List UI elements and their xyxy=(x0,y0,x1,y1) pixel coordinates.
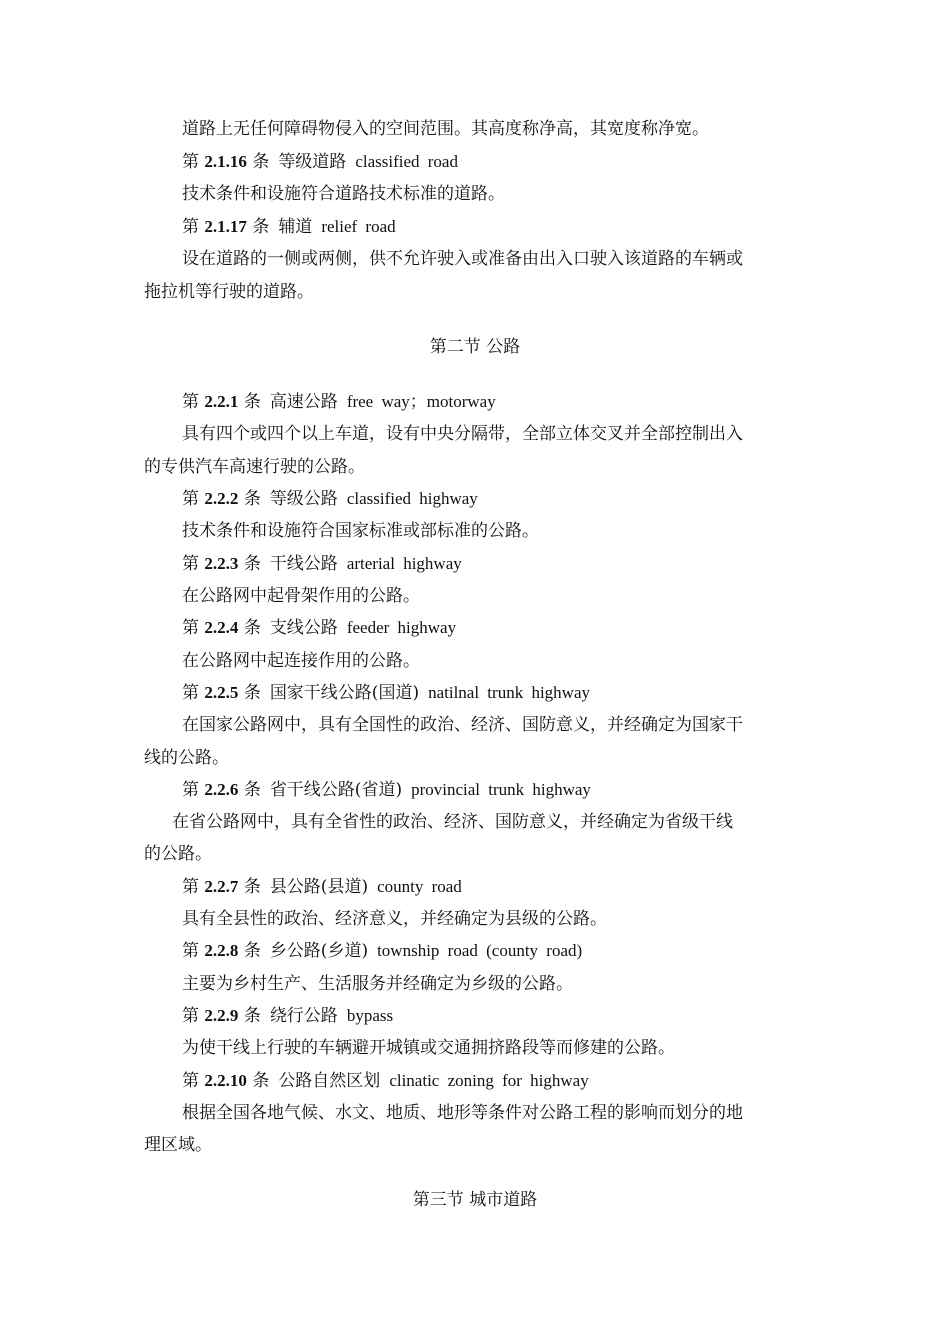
clause-number: 2.2.2 xyxy=(204,489,239,508)
clause-term-zh: 支线公路 xyxy=(269,618,338,638)
clause-term-en: clinatic zoning for highway xyxy=(389,1071,589,1090)
paragraph-line: 在公路网中起骨架作用的公路。 xyxy=(182,586,420,606)
clause-number: 2.2.9 xyxy=(204,1006,239,1025)
clause-term-en: bypass xyxy=(346,1006,394,1025)
paragraph-line: 在公路网中起连接作用的公路。 xyxy=(182,651,420,671)
clause-number: 2.1.16 xyxy=(204,152,247,171)
clause-prefix: 第 xyxy=(182,392,199,412)
clause-term-en: county road xyxy=(377,877,462,896)
clause-term-en: township road (county road) xyxy=(377,941,583,960)
paragraph-line: 为使干线上行驶的车辆避开城镇或交通拥挤路段等而修建的公路。 xyxy=(182,1038,675,1058)
clause-prefix: 第 xyxy=(182,152,199,172)
clause-term-zh: 干线公路 xyxy=(269,554,338,574)
paragraph-line: 线的公路。 xyxy=(144,748,229,768)
clause-heading xyxy=(144,1000,810,1032)
clause-suffix: 条 xyxy=(243,392,261,412)
paragraph-line: 在省公路网中，具有全省性的政治、经济、国防意义，并经确定为省级干线 xyxy=(172,812,733,832)
clause-term-en: free way；motorway xyxy=(346,392,496,411)
clause-term-zh: 辅道 xyxy=(278,217,313,237)
clause-number: 2.2.1 xyxy=(204,392,239,411)
clause-term-zh: 高速公路 xyxy=(269,392,338,412)
clause-term-en: arterial highway xyxy=(346,554,462,573)
section-title: 第三节 城市道路 xyxy=(412,1190,538,1210)
clause-term-zh: 绕行公路 xyxy=(269,1006,338,1026)
paragraph-line: 的公路。 xyxy=(144,844,212,864)
clause-heading xyxy=(144,935,810,967)
clause-term-en: relief road xyxy=(321,217,396,236)
clause-heading xyxy=(144,483,810,515)
paragraph-line: 拖拉机等行驶的道路。 xyxy=(144,282,314,302)
clause-term-zh: 乡公路(乡道) xyxy=(269,941,369,961)
clause-suffix: 条 xyxy=(243,877,261,897)
clause-suffix: 条 xyxy=(252,152,270,172)
paragraph-line: 主要为乡村生产、生活服务并经确定为乡级的公路。 xyxy=(182,974,573,994)
clause-term-zh: 省干线公路(省道) xyxy=(269,780,403,800)
clause-term-zh: 等级道路 xyxy=(278,152,347,172)
clause-number: 2.2.6 xyxy=(204,780,239,799)
paragraph-line: 在国家公路网中，具有全国性的政治、经济、国防意义，并经确定为国家干 xyxy=(182,715,743,735)
paragraph-line: 具有全县性的政治、经济意义，并经确定为县级的公路。 xyxy=(182,909,607,929)
clause-suffix: 条 xyxy=(243,489,261,509)
paragraph-line: 理区域。 xyxy=(144,1135,212,1155)
clause-number: 2.2.3 xyxy=(204,554,239,573)
clause-suffix: 条 xyxy=(243,941,261,961)
clause-term-en: classified road xyxy=(355,152,458,171)
clause-term-zh: 等级公路 xyxy=(269,489,338,509)
paragraph-line: 技术条件和设施符合道路技术标准的道路。 xyxy=(182,184,505,204)
paragraph-line: 的专供汽车高速行驶的公路。 xyxy=(144,457,365,477)
paragraph-line: 设在道路的一侧或两侧，供不允许驶入或准备由出入口驶入该道路的车辆或 xyxy=(182,249,743,269)
clause-prefix: 第 xyxy=(182,217,199,237)
clause-number: 2.2.4 xyxy=(204,618,239,637)
clause-heading xyxy=(144,677,810,709)
paragraph-line: 具有四个或四个以上车道，设有中央分隔带，全部立体交叉并全部控制出入 xyxy=(182,424,743,444)
clause-heading xyxy=(144,211,810,243)
paragraph-line: 根据全国各地气候、水文、地质、地形等条件对公路工程的影响而划分的地 xyxy=(182,1103,743,1123)
clause-heading xyxy=(144,146,810,178)
clause-prefix: 第 xyxy=(182,1006,199,1026)
clause-number: 2.2.8 xyxy=(204,941,239,960)
clause-heading xyxy=(144,871,810,903)
clause-heading xyxy=(144,386,810,418)
clause-suffix: 条 xyxy=(252,217,270,237)
clause-prefix: 第 xyxy=(182,489,199,509)
clause-prefix: 第 xyxy=(182,683,199,703)
clause-heading xyxy=(144,1065,810,1097)
clause-prefix: 第 xyxy=(182,941,199,961)
clause-term-en: classified highway xyxy=(346,489,478,508)
clause-number: 2.2.5 xyxy=(204,683,239,702)
clause-heading xyxy=(144,612,810,644)
clause-suffix: 条 xyxy=(243,683,261,703)
paragraph-line: 技术条件和设施符合国家标准或部标准的公路。 xyxy=(182,521,539,541)
clause-number: 2.2.10 xyxy=(204,1071,247,1090)
clause-prefix: 第 xyxy=(182,554,199,574)
clause-term-zh: 国家干线公路(国道) xyxy=(269,683,420,703)
section-title: 第二节 公路 xyxy=(429,337,521,357)
clause-prefix: 第 xyxy=(182,877,199,897)
clause-suffix: 条 xyxy=(243,1006,261,1026)
clause-term-en: provincial trunk highway xyxy=(411,780,591,799)
clause-term-zh: 县公路(县道) xyxy=(269,877,369,897)
clause-suffix: 条 xyxy=(252,1071,270,1091)
paragraph-line: 道路上无任何障碍物侵入的空间范围。其高度称净高，其宽度称净宽。 xyxy=(182,119,709,139)
clause-number: 2.1.17 xyxy=(204,217,247,236)
clause-term-en: feeder highway xyxy=(346,618,457,637)
clause-suffix: 条 xyxy=(243,780,261,800)
clause-prefix: 第 xyxy=(182,780,199,800)
clause-suffix: 条 xyxy=(243,554,261,574)
clause-heading xyxy=(144,548,810,580)
clause-number: 2.2.7 xyxy=(204,877,239,896)
clause-prefix: 第 xyxy=(182,618,199,638)
clause-term-zh: 公路自然区划 xyxy=(278,1071,381,1091)
clause-term-en: natilnal trunk highway xyxy=(428,683,590,702)
clause-suffix: 条 xyxy=(243,618,261,638)
clause-heading xyxy=(144,774,810,806)
clause-prefix: 第 xyxy=(182,1071,199,1091)
